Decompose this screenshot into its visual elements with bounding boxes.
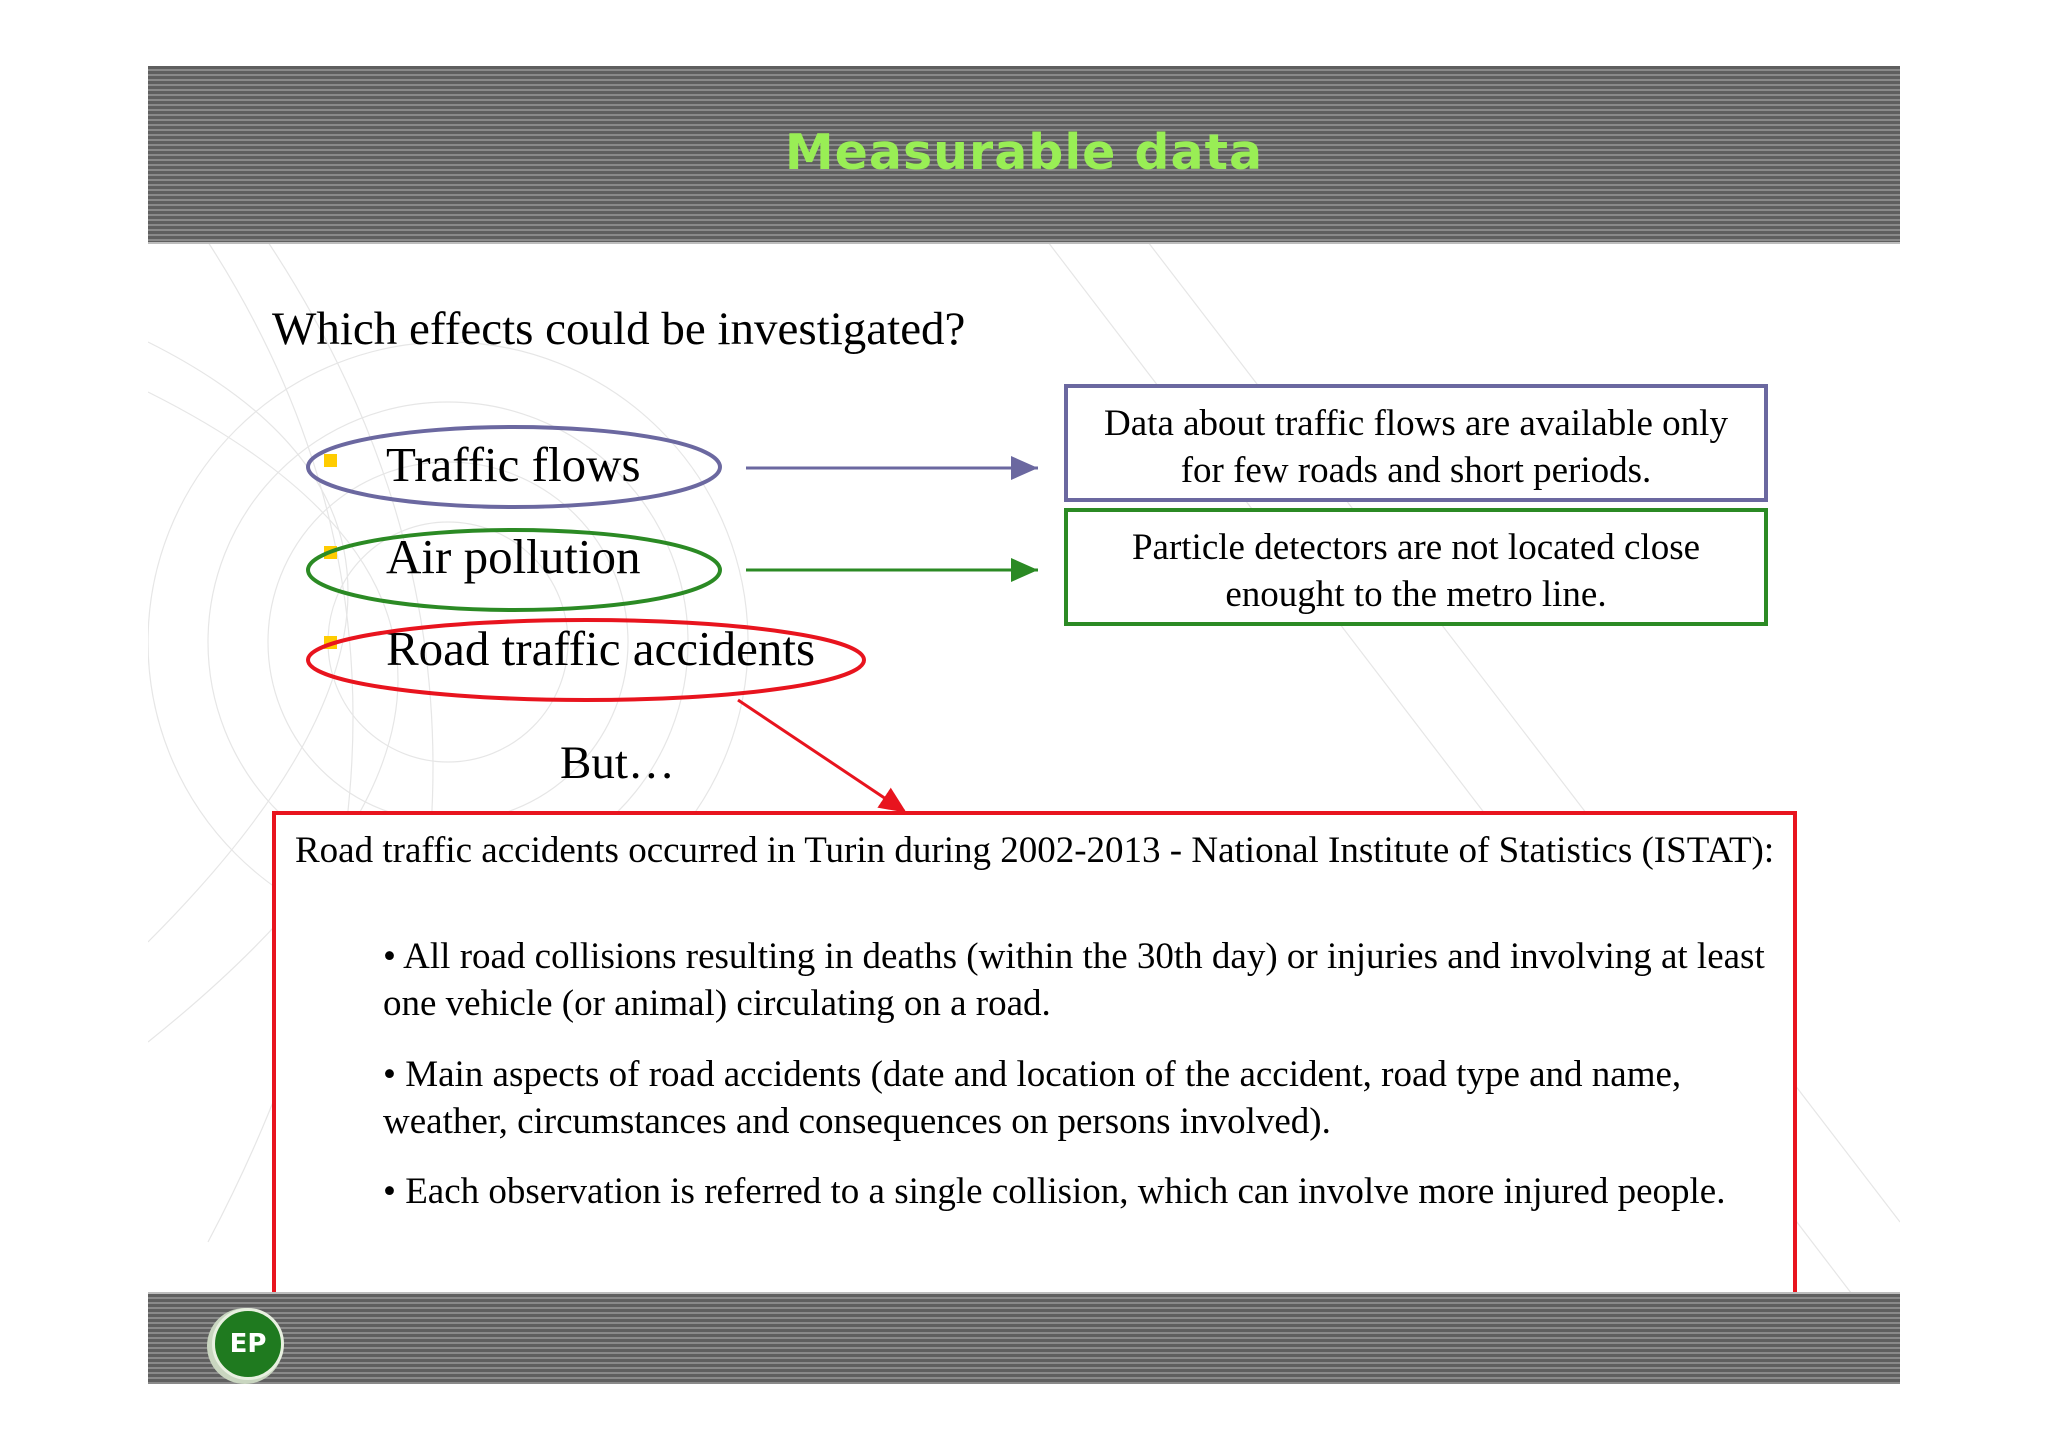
- but-label: But…: [560, 737, 675, 789]
- note-air-pollution: [1064, 508, 1768, 626]
- detail-point: • All road collisions resulting in deaths (within the 30th day) or injuries and involving at least one vehicle (or animal) circulating on a road.: [383, 936, 1765, 1024]
- note-traffic-flows: [1064, 384, 1768, 502]
- slide-title: Measurable data: [784, 124, 1264, 181]
- detail-point: • Main aspects of road accidents (date and location of the accident, road type and name, weather, circumstances and consequences on persons involved).: [383, 1054, 1682, 1142]
- note-line: for few roads and short periods.: [1180, 450, 1652, 491]
- note-line: Particle detectors are not located close: [1131, 527, 1701, 568]
- slide: [148, 66, 1900, 1382]
- accidents-detail-box: [272, 811, 1797, 1347]
- bullet-icon: [324, 546, 337, 559]
- footer-bar: [148, 1292, 1900, 1384]
- note-line: enought to the metro line.: [1225, 574, 1607, 615]
- bullet-icon: [324, 454, 337, 467]
- epidemiology-logo: EP: [212, 1308, 284, 1380]
- note-line: Data about traffic flows are available only: [1104, 403, 1728, 444]
- item-road-traffic-accidents: Road traffic accidents: [386, 621, 816, 676]
- item-air-pollution: Air pollution: [386, 529, 641, 584]
- detail-point: • Each observation is referred to a single collision, which can involve more injured people.: [383, 1171, 1726, 1212]
- question-text: Which effects could be investigated?: [272, 303, 966, 355]
- bullet-icon: [324, 636, 337, 649]
- detail-intro: Road traffic accidents occurred in Turin during 2002-2013 - National Institute of Statistics (ISTAT):: [295, 830, 1775, 871]
- item-traffic-flows: Traffic flows: [386, 437, 641, 492]
- header-bar: [148, 66, 1900, 244]
